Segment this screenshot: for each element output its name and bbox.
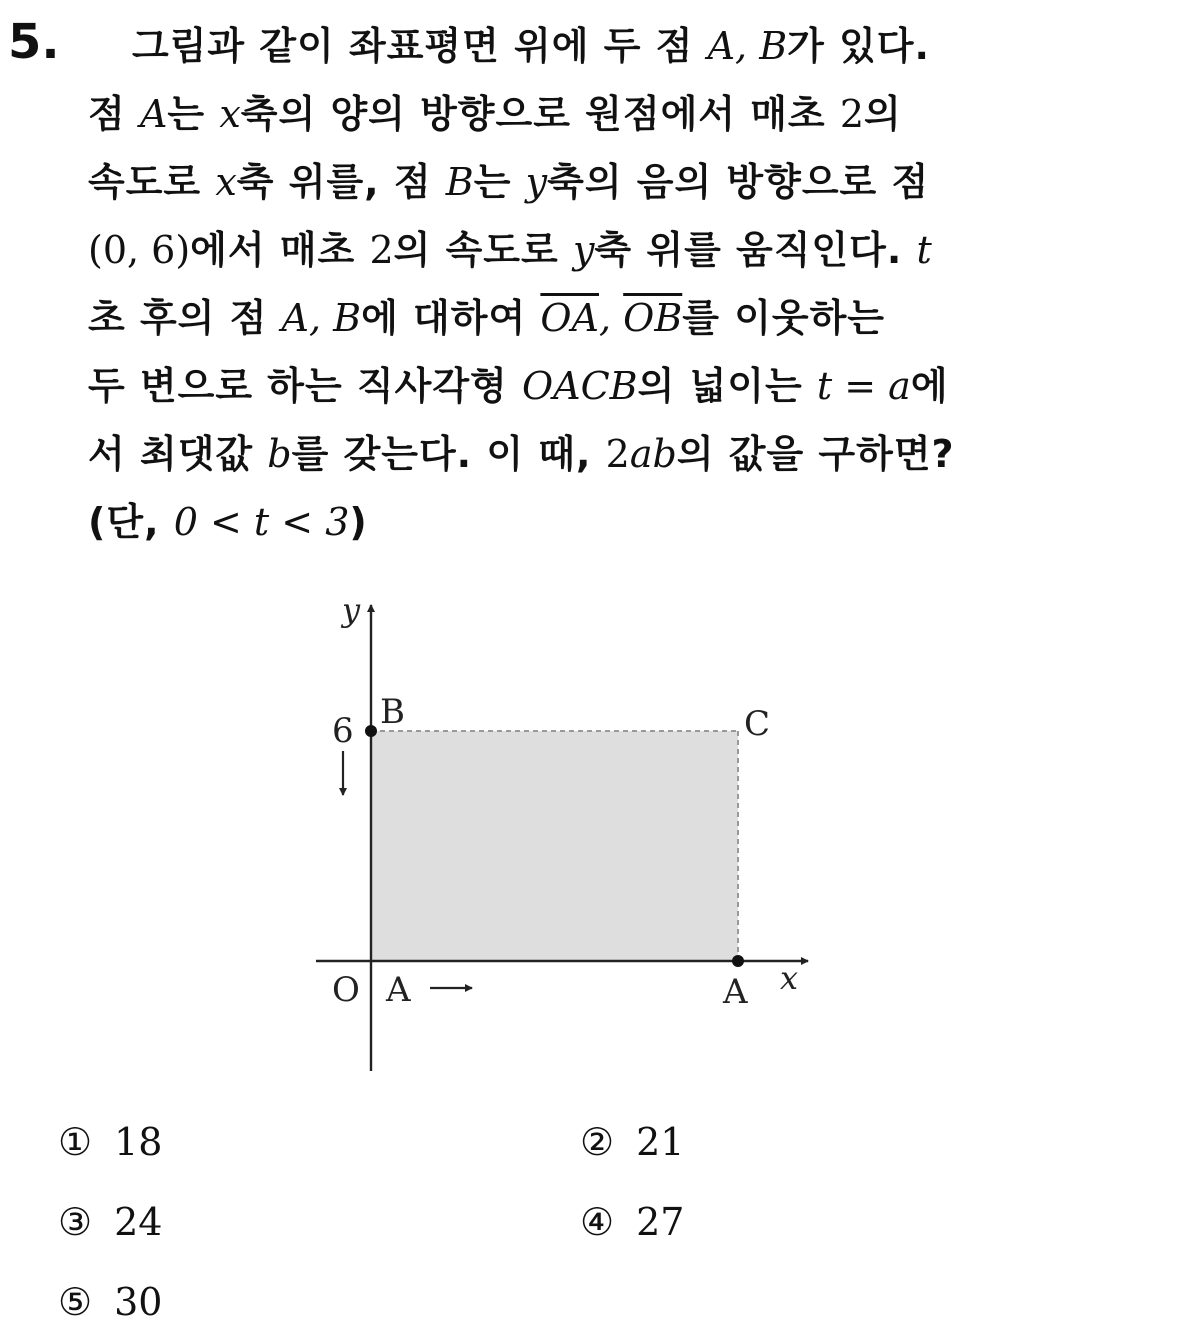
stem-text: 는: [473, 160, 526, 204]
math-point-a: A: [281, 296, 309, 340]
math-number: 2: [369, 228, 394, 272]
y-tick-label: 6: [332, 711, 354, 751]
question-stem: [88, 16, 1108, 560]
stem-text: 를 이웃하는: [682, 296, 886, 340]
stem-text: (단,: [88, 500, 174, 544]
choice-mark: ②: [580, 1120, 615, 1164]
choice-value: 21: [636, 1120, 685, 1164]
stem-line-5: [88, 288, 1108, 356]
stem-text: 축의 음의 방향으로 점: [547, 160, 930, 204]
math-number: 2: [605, 432, 630, 476]
math-t-equals-a: t = a: [816, 364, 911, 408]
stem-text: 서 최댓값: [88, 432, 268, 476]
stem-text: 에: [910, 364, 949, 408]
choice-1[interactable]: [58, 1120, 162, 1164]
coordinate-plane: [300, 585, 840, 1085]
question-number: 5.: [8, 14, 60, 70]
stem-text: 를 갖는다. 이 때,: [291, 432, 606, 476]
y-axis-label: y: [342, 591, 361, 629]
math-x: x: [219, 92, 241, 136]
math-segment-ob: $\overline{OB}$: [623, 296, 683, 340]
math-condition: 0 < t < 3: [173, 500, 350, 544]
choice-mark: ①: [58, 1120, 93, 1164]
stem-line-4: [88, 220, 1108, 288]
point-a-dot: [732, 955, 744, 967]
stem-text: 초 후의 점: [88, 296, 282, 340]
stem-line-8: [88, 492, 1108, 560]
choice-4[interactable]: [580, 1200, 684, 1244]
stem-text: ): [349, 500, 368, 544]
stem-text: 축 위를, 점: [236, 160, 446, 204]
stem-text: 속도로: [88, 160, 216, 204]
choice-value: 18: [114, 1120, 163, 1164]
stem-text: 의: [864, 92, 902, 136]
math-rectangle-oacb: OACB: [522, 364, 638, 408]
point-a-label: A: [723, 972, 748, 1012]
choice-value: 24: [114, 1200, 163, 1244]
coordinate-figure: [300, 585, 840, 1085]
math-ab: ab: [629, 432, 677, 476]
math-t: t: [916, 228, 932, 272]
moving-a-label: A: [386, 970, 411, 1010]
stem-text: 그림과 같이 좌표평면 위에 두 점: [132, 24, 708, 68]
math-comma: ,: [599, 296, 624, 340]
stem-text: 의 속도로: [393, 228, 573, 272]
stem-line-1: [88, 16, 1108, 84]
math-comma: ,: [735, 24, 760, 68]
choice-mark: ③: [58, 1200, 93, 1244]
x-axis-label: x: [780, 959, 799, 997]
choice-2[interactable]: [580, 1120, 684, 1164]
math-number: 2: [839, 92, 865, 136]
choice-value: 27: [636, 1200, 685, 1244]
point-b-label: B: [380, 692, 405, 732]
choice-5[interactable]: [58, 1280, 162, 1324]
choice-mark: ⑤: [58, 1280, 93, 1324]
stem-line-2: [88, 84, 1108, 152]
stem-text: 의 값을 구하면?: [676, 432, 955, 476]
math-b: b: [267, 432, 292, 476]
rectangle-oacb: [371, 731, 738, 961]
stem-text: 에 대하여: [361, 296, 541, 340]
point-c-label: C: [744, 704, 771, 744]
stem-text: 에서 매초: [190, 228, 370, 272]
origin-label: O: [332, 970, 360, 1010]
stem-text: 가 있다.: [787, 24, 930, 68]
stem-text: 두 변으로 하는 직사각형: [88, 364, 522, 408]
stem-line-6: [88, 356, 1108, 424]
math-point-coord: (0, 6): [88, 228, 191, 272]
choice-mark: ④: [580, 1200, 615, 1244]
stem-text: 축의 양의 방향으로 원점에서 매초: [240, 92, 840, 136]
math-point-b: B: [445, 160, 474, 204]
math-segment-oa: $\overline{OA}$: [540, 296, 599, 340]
math-y: y: [525, 160, 548, 204]
stem-text: 점: [88, 92, 140, 136]
math-point-a: A: [707, 24, 736, 68]
math-comma: ,: [308, 296, 334, 340]
math-y: y: [572, 228, 595, 272]
choice-3[interactable]: [58, 1200, 162, 1244]
math-point-b: B: [333, 296, 362, 340]
math-point-a: A: [139, 92, 168, 136]
math-point-b: B: [759, 24, 788, 68]
math-x: x: [215, 160, 237, 204]
stem-line-7: [88, 424, 1108, 492]
choice-value: 30: [114, 1280, 163, 1324]
stem-text: 는: [167, 92, 220, 136]
stem-line-3: [88, 152, 1108, 220]
stem-text: 의 넓이는: [637, 364, 817, 408]
stem-text: 축 위를 움직인다.: [594, 228, 917, 272]
point-b-dot: [365, 725, 377, 737]
